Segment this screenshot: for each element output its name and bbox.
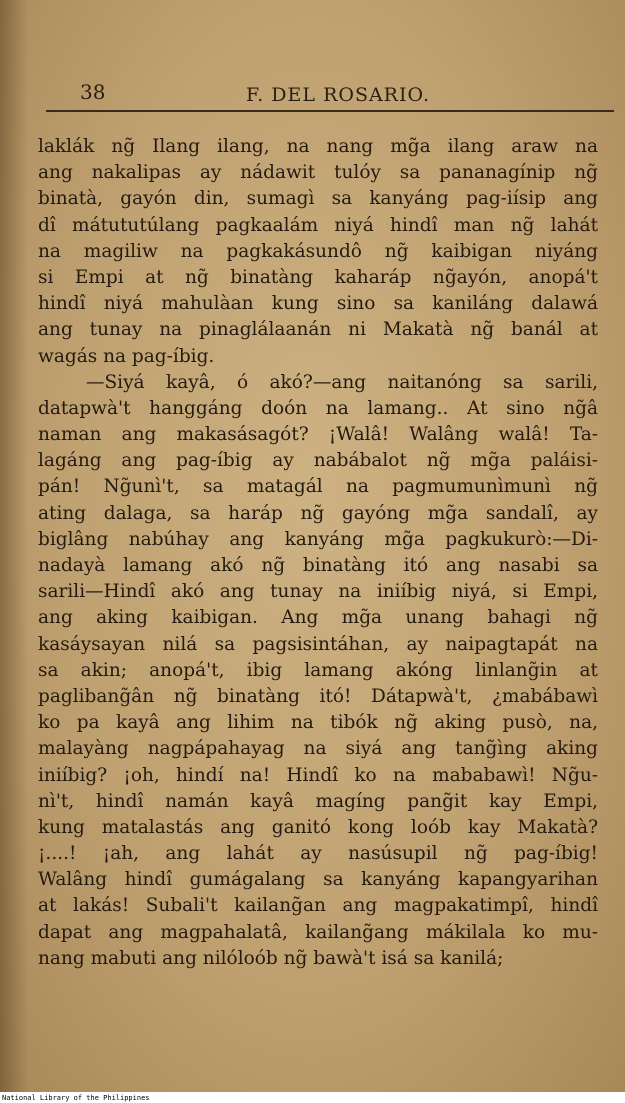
- text-line: ¡....! ¡ah, ang lahát ay nasúsupil ng̃ pag-íbig!: [38, 843, 598, 865]
- text-line: kasáysayan nilá sa pagsisintáhan, ay naipagtapát na: [38, 633, 598, 655]
- text-line: datapwà't hanggáng doón na lamang.. At sino ng̃â: [38, 397, 598, 419]
- text-line: biglâng nabúhay ang kanyáng mg̃a pagkukurò:—Di-: [38, 528, 598, 550]
- text-line: nang mabuti ang nilóloób ng̃ bawà't isá sa kanilá;: [38, 947, 504, 969]
- text-line: na magiliw na pagkakásundô ng̃ kaibigan niyáng: [38, 240, 598, 262]
- text-line: hindî niyá mahulàan kung sino sa kaniláng dalawá: [38, 293, 598, 315]
- text-line: sarili—Hindî akó ang tunay na iniíbig niyá, si Empi,: [38, 581, 598, 603]
- text-line: binatà, gayón din, sumagì sa kanyáng pag-iísip ang: [38, 188, 598, 210]
- text-line: ko pa kayâ ang lihim na tibók ng̃ aking pusò, na,: [38, 712, 598, 734]
- page-gutter-shadow: [0, 0, 28, 1092]
- text-line: paglibang̃ân ng̃ binatàng itó! Dátapwà't, ¿mabábawì: [38, 685, 598, 707]
- header-rule: [46, 110, 614, 112]
- text-line: Walâng hindî gumágalang sa kanyáng kapangyarihan: [38, 869, 598, 891]
- text-line: dî mátututúlang pagkaalám niyá hindî man ng̃ lahát: [38, 214, 598, 236]
- text-line: ang aking kaibigan. Ang mg̃a unang bahagi ng̃: [38, 607, 598, 629]
- text-line: lagáng ang pag-íbig ay nabábalot ng̃ mg̃a paláisi-: [38, 450, 598, 472]
- text-line: sa akin; anopá't, ibig lamang akóng linlang̃in at: [38, 659, 598, 681]
- text-line: dapat ang magpahalatâ, kailang̃ang mákilala ko mu-: [38, 921, 598, 943]
- text-line: nadayà lamang akó ng̃ binatàng itó ang nasabi sa: [38, 555, 598, 576]
- text-line: kung matalastás ang ganitó kong loób kay Makatà?: [38, 816, 598, 838]
- text-line: naman ang makasásagót? ¡Walâ! Walâng walâ! Ta-: [38, 424, 598, 446]
- text-line: ating dalaga, sa haráp ng̃ gayóng mg̃a sandalî, ay: [38, 502, 598, 524]
- text-line: —Siyá kayâ, ó akó?—ang naitanóng sa sarili,: [86, 371, 598, 393]
- text-line: ang tunay na pinaglálaanán ni Makatà ng̃ banál at: [38, 319, 598, 341]
- text-line: pán! Ng̃unì't, sa matagál na pagmumunìmunì ng̃: [38, 476, 598, 498]
- text-line: laklák ng̃ Ilang ilang, na nang mg̃a ilang araw na: [38, 136, 598, 157]
- page-number: 38: [80, 80, 106, 104]
- text-line: nì't, hindî namán kayâ magíng pang̃it kay Empi,: [38, 790, 598, 812]
- text-line: malayàng nagpápahayag na siyá ang tang̃ìng aking: [38, 738, 598, 760]
- text-line: ang nakalipas ay nádawit tulóy sa pananagínip ng̃: [38, 162, 598, 184]
- body-text: [38, 134, 598, 972]
- library-credit: National Library of the Philippines: [2, 1094, 150, 1102]
- text-line: iniíbig? ¡oh, hindí na! Hindî ko na mababawì! Ng̃u-: [38, 764, 598, 786]
- running-head: F. DEL ROSARIO.: [246, 84, 430, 106]
- text-line: wagás na pag-íbig.: [38, 345, 215, 367]
- text-line: at lakás! Subali't kailang̃an ang magpakatimpî, hindî: [38, 895, 598, 917]
- text-line: si Empi at ng̃ binatàng kaharáp ng̃ayón, anopá't: [38, 266, 598, 288]
- page-header: [60, 80, 620, 110]
